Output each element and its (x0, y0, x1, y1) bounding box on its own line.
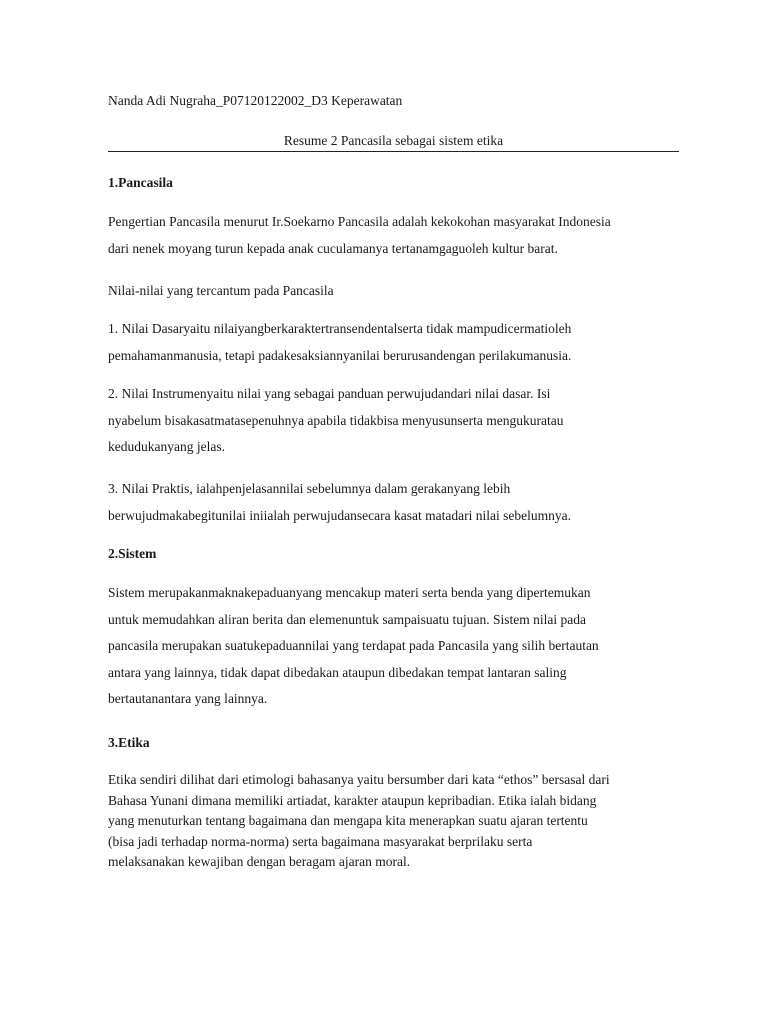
paragraph-pengertian (108, 212, 688, 265)
text-line: yang menuturkan tentang bagaimana dan mengapa kita menerapkan suatu ajaran tertentu (108, 813, 588, 828)
text-line: pemahamanmanusia, tetapi padakesaksiannyanilai berurusandengan perilakumanusia. (108, 347, 572, 363)
paragraph-nilai-praktis (108, 479, 688, 532)
paragraph-nilai-dasar (108, 319, 688, 372)
text-line: nyabelum bisakasatmatasepenuhnya apabila tidakbisa menyusunserta mengukuratau (108, 412, 564, 428)
paragraph-etika (108, 770, 688, 873)
text-line: melaksanakan kewajiban dengan beragam ajaran moral. (108, 854, 411, 869)
text-line: 3. Nilai Praktis, ialahpenjelasannilai sebelumnya dalam gerakanyang lebih (108, 481, 511, 496)
text-line: 2. Nilai Instrumenyaitu nilai yang sebagai panduan perwujudandari nilai dasar. Isi (108, 386, 551, 401)
text-line: untuk memudahkan aliran berita dan elemenuntuk sampaisuatu tujuan. Sistem nilai pada (108, 611, 586, 627)
text-line: Pengertian Pancasila menurut Ir.Soekarno Pancasila adalah kekokohan masyarakat Indonesia (108, 214, 611, 229)
text-line: Bahasa Yunani dimana memiliki artiadat, karakter ataupun kepribadian. Etika ialah bidang (108, 792, 597, 808)
text-line: kedudukanyang jelas. (108, 439, 225, 454)
paragraph-nilai-instrumen (108, 384, 688, 464)
paragraph-nilai-intro (108, 281, 688, 308)
text-line: 1. Nilai Dasaryaitu nilaiyangberkaraktertransendentalserta tidak mampudicermatioleh (108, 321, 572, 336)
text-line: dari nenek moyang turun kepada anak cuculamanya tertanamgaguoleh kultur barat. (108, 240, 558, 256)
text-line: (bisa jadi terhadap norma-norma) serta bagaimana masyarakat berprilaku serta (108, 833, 533, 849)
text-line: Sistem merupakanmaknakepaduanyang mencakup materi serta benda yang dipertemukan (108, 585, 591, 600)
text-line: berwujudmakabegitunilai iniialah perwujudansecara kasat matadari nilai sebelumnya. (108, 507, 571, 523)
title-underline (108, 151, 679, 152)
section-heading-etika: 3.Etika (108, 735, 150, 750)
text-line: pancasila merupakan suatukepaduannilai yang terdapat pada Pancasila yang silih bertautan (108, 638, 599, 653)
text-line: Nilai-nilai yang tercantum pada Pancasila (108, 283, 334, 298)
text-line: bertautanantara yang lainnya. (108, 691, 268, 706)
paragraph-sistem (108, 583, 688, 716)
section-heading-sistem: 2.Sistem (108, 546, 157, 561)
section-heading-pancasila: 1.Pancasila (108, 175, 173, 190)
text-line: Etika sendiri dilihat dari etimologi bahasanya yaitu bersumber dari kata “ethos” bersasal dari (108, 772, 610, 787)
author-line: Nanda Adi Nugraha_P07120122002_D3 Keperawatan (108, 93, 403, 108)
text-line: antara yang lainnya, tidak dapat dibedakan ataupun dibedakan tempat lantaran saling (108, 664, 567, 680)
document-title: Resume 2 Pancasila sebagai sistem etika (283, 133, 504, 148)
